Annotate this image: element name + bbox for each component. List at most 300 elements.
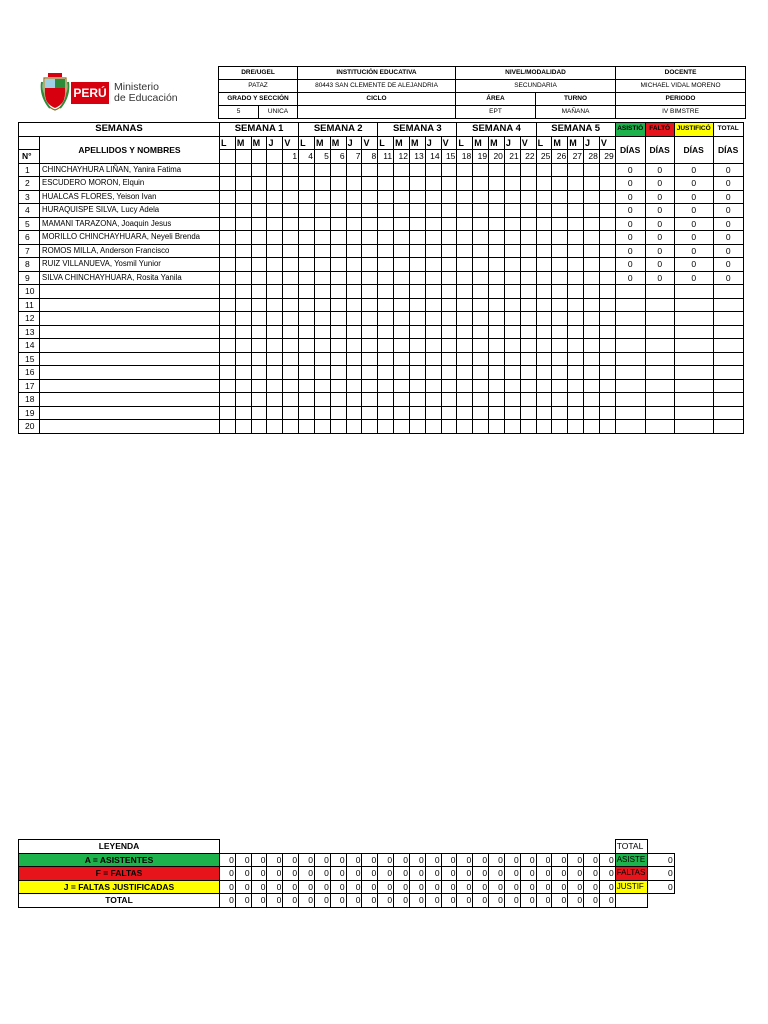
attendance-cell[interactable] xyxy=(441,163,457,177)
attendance-cell[interactable] xyxy=(584,258,600,272)
attendance-cell[interactable] xyxy=(409,352,425,366)
attendance-cell[interactable] xyxy=(520,379,536,393)
attendance-cell[interactable] xyxy=(314,352,330,366)
attendance-cell[interactable] xyxy=(362,352,378,366)
attendance-cell[interactable] xyxy=(584,312,600,326)
attendance-cell[interactable] xyxy=(235,177,251,191)
attendance-cell[interactable] xyxy=(330,325,346,339)
attendance-cell[interactable] xyxy=(536,217,552,231)
attendance-cell[interactable] xyxy=(599,406,615,420)
attendance-cell[interactable] xyxy=(599,244,615,258)
attendance-cell[interactable] xyxy=(394,312,410,326)
attendance-cell[interactable] xyxy=(441,379,457,393)
attendance-cell[interactable] xyxy=(584,379,600,393)
attendance-cell[interactable] xyxy=(251,325,267,339)
attendance-cell[interactable] xyxy=(314,366,330,380)
attendance-cell[interactable] xyxy=(441,258,457,272)
attendance-cell[interactable] xyxy=(520,312,536,326)
attendance-cell[interactable] xyxy=(568,379,584,393)
attendance-cell[interactable] xyxy=(346,258,362,272)
attendance-cell[interactable] xyxy=(251,258,267,272)
attendance-cell[interactable] xyxy=(599,204,615,218)
attendance-cell[interactable] xyxy=(409,298,425,312)
attendance-cell[interactable] xyxy=(489,393,505,407)
attendance-cell[interactable] xyxy=(283,244,299,258)
attendance-cell[interactable] xyxy=(457,231,473,245)
attendance-cell[interactable] xyxy=(378,366,394,380)
attendance-cell[interactable] xyxy=(267,177,283,191)
attendance-cell[interactable] xyxy=(251,393,267,407)
attendance-cell[interactable] xyxy=(536,163,552,177)
attendance-cell[interactable] xyxy=(584,163,600,177)
attendance-cell[interactable] xyxy=(504,406,520,420)
attendance-cell[interactable] xyxy=(378,285,394,299)
attendance-cell[interactable] xyxy=(267,298,283,312)
attendance-cell[interactable] xyxy=(267,231,283,245)
attendance-cell[interactable] xyxy=(362,393,378,407)
attendance-cell[interactable] xyxy=(552,325,568,339)
attendance-cell[interactable] xyxy=(599,393,615,407)
attendance-cell[interactable] xyxy=(394,298,410,312)
attendance-cell[interactable] xyxy=(283,339,299,353)
attendance-cell[interactable] xyxy=(568,420,584,434)
attendance-cell[interactable] xyxy=(283,285,299,299)
attendance-cell[interactable] xyxy=(346,190,362,204)
attendance-cell[interactable] xyxy=(504,366,520,380)
attendance-cell[interactable] xyxy=(251,366,267,380)
attendance-cell[interactable] xyxy=(378,258,394,272)
attendance-cell[interactable] xyxy=(552,231,568,245)
attendance-cell[interactable] xyxy=(552,244,568,258)
attendance-cell[interactable] xyxy=(235,325,251,339)
attendance-cell[interactable] xyxy=(552,366,568,380)
attendance-cell[interactable] xyxy=(584,366,600,380)
attendance-cell[interactable] xyxy=(425,285,441,299)
attendance-cell[interactable] xyxy=(584,339,600,353)
attendance-cell[interactable] xyxy=(346,339,362,353)
attendance-cell[interactable] xyxy=(504,231,520,245)
attendance-cell[interactable] xyxy=(378,204,394,218)
attendance-cell[interactable] xyxy=(299,285,315,299)
attendance-cell[interactable] xyxy=(314,420,330,434)
attendance-cell[interactable] xyxy=(409,393,425,407)
attendance-cell[interactable] xyxy=(314,244,330,258)
attendance-cell[interactable] xyxy=(220,379,236,393)
attendance-cell[interactable] xyxy=(473,379,489,393)
attendance-cell[interactable] xyxy=(394,244,410,258)
attendance-cell[interactable] xyxy=(220,163,236,177)
attendance-cell[interactable] xyxy=(251,312,267,326)
attendance-cell[interactable] xyxy=(378,420,394,434)
attendance-cell[interactable] xyxy=(394,325,410,339)
attendance-cell[interactable] xyxy=(299,231,315,245)
attendance-cell[interactable] xyxy=(520,271,536,285)
attendance-cell[interactable] xyxy=(362,420,378,434)
attendance-cell[interactable] xyxy=(568,204,584,218)
attendance-cell[interactable] xyxy=(346,244,362,258)
attendance-cell[interactable] xyxy=(552,204,568,218)
attendance-cell[interactable] xyxy=(568,177,584,191)
attendance-cell[interactable] xyxy=(441,190,457,204)
attendance-cell[interactable] xyxy=(235,163,251,177)
attendance-cell[interactable] xyxy=(220,271,236,285)
attendance-cell[interactable] xyxy=(362,285,378,299)
attendance-cell[interactable] xyxy=(283,366,299,380)
attendance-cell[interactable] xyxy=(251,298,267,312)
attendance-cell[interactable] xyxy=(409,217,425,231)
attendance-cell[interactable] xyxy=(346,406,362,420)
attendance-cell[interactable] xyxy=(330,204,346,218)
attendance-cell[interactable] xyxy=(473,366,489,380)
attendance-cell[interactable] xyxy=(425,312,441,326)
attendance-cell[interactable] xyxy=(441,339,457,353)
attendance-cell[interactable] xyxy=(599,312,615,326)
attendance-cell[interactable] xyxy=(251,285,267,299)
attendance-cell[interactable] xyxy=(346,298,362,312)
attendance-cell[interactable] xyxy=(267,271,283,285)
attendance-cell[interactable] xyxy=(409,258,425,272)
attendance-cell[interactable] xyxy=(283,231,299,245)
attendance-cell[interactable] xyxy=(251,217,267,231)
attendance-cell[interactable] xyxy=(394,406,410,420)
attendance-cell[interactable] xyxy=(283,298,299,312)
attendance-cell[interactable] xyxy=(568,325,584,339)
attendance-cell[interactable] xyxy=(283,163,299,177)
attendance-cell[interactable] xyxy=(362,258,378,272)
attendance-cell[interactable] xyxy=(330,379,346,393)
attendance-cell[interactable] xyxy=(599,190,615,204)
attendance-cell[interactable] xyxy=(235,406,251,420)
attendance-cell[interactable] xyxy=(346,231,362,245)
attendance-cell[interactable] xyxy=(441,352,457,366)
attendance-cell[interactable] xyxy=(425,379,441,393)
attendance-cell[interactable] xyxy=(251,339,267,353)
attendance-cell[interactable] xyxy=(299,339,315,353)
attendance-cell[interactable] xyxy=(220,244,236,258)
attendance-cell[interactable] xyxy=(267,420,283,434)
attendance-cell[interactable] xyxy=(568,217,584,231)
attendance-cell[interactable] xyxy=(362,325,378,339)
attendance-cell[interactable] xyxy=(251,204,267,218)
attendance-cell[interactable] xyxy=(504,244,520,258)
attendance-cell[interactable] xyxy=(220,393,236,407)
attendance-cell[interactable] xyxy=(235,244,251,258)
attendance-cell[interactable] xyxy=(441,231,457,245)
attendance-cell[interactable] xyxy=(457,406,473,420)
attendance-cell[interactable] xyxy=(299,163,315,177)
attendance-cell[interactable] xyxy=(520,190,536,204)
attendance-cell[interactable] xyxy=(457,285,473,299)
attendance-cell[interactable] xyxy=(457,244,473,258)
attendance-cell[interactable] xyxy=(346,379,362,393)
attendance-cell[interactable] xyxy=(267,217,283,231)
attendance-cell[interactable] xyxy=(378,177,394,191)
attendance-cell[interactable] xyxy=(473,244,489,258)
attendance-cell[interactable] xyxy=(520,231,536,245)
attendance-cell[interactable] xyxy=(409,204,425,218)
attendance-cell[interactable] xyxy=(394,231,410,245)
attendance-cell[interactable] xyxy=(568,271,584,285)
attendance-cell[interactable] xyxy=(425,204,441,218)
attendance-cell[interactable] xyxy=(220,366,236,380)
attendance-cell[interactable] xyxy=(362,379,378,393)
attendance-cell[interactable] xyxy=(489,258,505,272)
attendance-cell[interactable] xyxy=(330,366,346,380)
attendance-cell[interactable] xyxy=(489,190,505,204)
attendance-cell[interactable] xyxy=(584,271,600,285)
attendance-cell[interactable] xyxy=(283,217,299,231)
attendance-cell[interactable] xyxy=(473,258,489,272)
attendance-cell[interactable] xyxy=(520,217,536,231)
attendance-cell[interactable] xyxy=(441,393,457,407)
attendance-cell[interactable] xyxy=(346,393,362,407)
attendance-cell[interactable] xyxy=(346,271,362,285)
attendance-cell[interactable] xyxy=(457,258,473,272)
attendance-cell[interactable] xyxy=(489,298,505,312)
attendance-cell[interactable] xyxy=(568,406,584,420)
attendance-cell[interactable] xyxy=(489,285,505,299)
attendance-cell[interactable] xyxy=(220,204,236,218)
attendance-cell[interactable] xyxy=(362,204,378,218)
attendance-cell[interactable] xyxy=(267,325,283,339)
attendance-cell[interactable] xyxy=(220,217,236,231)
attendance-cell[interactable] xyxy=(504,163,520,177)
attendance-cell[interactable] xyxy=(235,258,251,272)
attendance-cell[interactable] xyxy=(552,352,568,366)
attendance-cell[interactable] xyxy=(536,406,552,420)
attendance-cell[interactable] xyxy=(235,352,251,366)
attendance-cell[interactable] xyxy=(362,190,378,204)
attendance-cell[interactable] xyxy=(568,285,584,299)
attendance-cell[interactable] xyxy=(378,231,394,245)
attendance-cell[interactable] xyxy=(394,217,410,231)
attendance-cell[interactable] xyxy=(473,204,489,218)
attendance-cell[interactable] xyxy=(552,339,568,353)
attendance-cell[interactable] xyxy=(362,312,378,326)
attendance-cell[interactable] xyxy=(489,352,505,366)
attendance-cell[interactable] xyxy=(314,379,330,393)
attendance-cell[interactable] xyxy=(267,285,283,299)
attendance-cell[interactable] xyxy=(378,271,394,285)
attendance-cell[interactable] xyxy=(520,204,536,218)
attendance-cell[interactable] xyxy=(283,379,299,393)
attendance-cell[interactable] xyxy=(568,190,584,204)
attendance-cell[interactable] xyxy=(346,352,362,366)
attendance-cell[interactable] xyxy=(283,177,299,191)
attendance-cell[interactable] xyxy=(425,271,441,285)
attendance-cell[interactable] xyxy=(536,258,552,272)
attendance-cell[interactable] xyxy=(425,217,441,231)
attendance-cell[interactable] xyxy=(394,285,410,299)
attendance-cell[interactable] xyxy=(394,204,410,218)
attendance-cell[interactable] xyxy=(552,406,568,420)
attendance-cell[interactable] xyxy=(473,393,489,407)
attendance-cell[interactable] xyxy=(235,204,251,218)
attendance-cell[interactable] xyxy=(378,379,394,393)
attendance-cell[interactable] xyxy=(425,393,441,407)
attendance-cell[interactable] xyxy=(457,312,473,326)
attendance-cell[interactable] xyxy=(394,339,410,353)
attendance-cell[interactable] xyxy=(330,271,346,285)
attendance-cell[interactable] xyxy=(568,366,584,380)
attendance-cell[interactable] xyxy=(251,231,267,245)
attendance-cell[interactable] xyxy=(504,285,520,299)
attendance-cell[interactable] xyxy=(552,379,568,393)
attendance-cell[interactable] xyxy=(251,244,267,258)
attendance-cell[interactable] xyxy=(235,231,251,245)
attendance-cell[interactable] xyxy=(314,258,330,272)
attendance-cell[interactable] xyxy=(536,271,552,285)
attendance-cell[interactable] xyxy=(584,190,600,204)
attendance-cell[interactable] xyxy=(220,231,236,245)
attendance-cell[interactable] xyxy=(536,204,552,218)
attendance-cell[interactable] xyxy=(489,177,505,191)
attendance-cell[interactable] xyxy=(599,271,615,285)
attendance-cell[interactable] xyxy=(536,190,552,204)
attendance-cell[interactable] xyxy=(220,312,236,326)
attendance-cell[interactable] xyxy=(346,325,362,339)
attendance-cell[interactable] xyxy=(299,244,315,258)
attendance-cell[interactable] xyxy=(425,163,441,177)
attendance-cell[interactable] xyxy=(552,420,568,434)
attendance-cell[interactable] xyxy=(473,271,489,285)
attendance-cell[interactable] xyxy=(362,366,378,380)
attendance-cell[interactable] xyxy=(314,298,330,312)
attendance-cell[interactable] xyxy=(441,244,457,258)
attendance-cell[interactable] xyxy=(536,352,552,366)
attendance-cell[interactable] xyxy=(330,420,346,434)
attendance-cell[interactable] xyxy=(267,393,283,407)
attendance-cell[interactable] xyxy=(504,420,520,434)
attendance-cell[interactable] xyxy=(409,190,425,204)
attendance-cell[interactable] xyxy=(314,190,330,204)
attendance-cell[interactable] xyxy=(504,258,520,272)
attendance-cell[interactable] xyxy=(378,217,394,231)
attendance-cell[interactable] xyxy=(409,406,425,420)
attendance-cell[interactable] xyxy=(251,379,267,393)
attendance-cell[interactable] xyxy=(441,271,457,285)
attendance-cell[interactable] xyxy=(504,217,520,231)
attendance-cell[interactable] xyxy=(584,420,600,434)
attendance-cell[interactable] xyxy=(473,190,489,204)
attendance-cell[interactable] xyxy=(425,177,441,191)
attendance-cell[interactable] xyxy=(267,204,283,218)
attendance-cell[interactable] xyxy=(330,190,346,204)
attendance-cell[interactable] xyxy=(330,393,346,407)
attendance-cell[interactable] xyxy=(220,285,236,299)
attendance-cell[interactable] xyxy=(599,217,615,231)
attendance-cell[interactable] xyxy=(489,217,505,231)
attendance-cell[interactable] xyxy=(584,177,600,191)
attendance-cell[interactable] xyxy=(378,339,394,353)
attendance-cell[interactable] xyxy=(504,379,520,393)
attendance-cell[interactable] xyxy=(425,366,441,380)
attendance-cell[interactable] xyxy=(267,366,283,380)
attendance-cell[interactable] xyxy=(425,339,441,353)
attendance-cell[interactable] xyxy=(584,325,600,339)
attendance-cell[interactable] xyxy=(599,231,615,245)
attendance-cell[interactable] xyxy=(267,379,283,393)
attendance-cell[interactable] xyxy=(504,271,520,285)
attendance-cell[interactable] xyxy=(568,231,584,245)
attendance-cell[interactable] xyxy=(235,379,251,393)
attendance-cell[interactable] xyxy=(220,177,236,191)
attendance-cell[interactable] xyxy=(267,312,283,326)
attendance-cell[interactable] xyxy=(441,406,457,420)
attendance-cell[interactable] xyxy=(409,231,425,245)
attendance-cell[interactable] xyxy=(251,271,267,285)
attendance-cell[interactable] xyxy=(489,204,505,218)
attendance-cell[interactable] xyxy=(220,406,236,420)
attendance-cell[interactable] xyxy=(536,325,552,339)
attendance-cell[interactable] xyxy=(489,420,505,434)
attendance-cell[interactable] xyxy=(457,271,473,285)
attendance-cell[interactable] xyxy=(346,177,362,191)
attendance-cell[interactable] xyxy=(299,298,315,312)
attendance-cell[interactable] xyxy=(394,352,410,366)
attendance-cell[interactable] xyxy=(457,325,473,339)
attendance-cell[interactable] xyxy=(489,366,505,380)
attendance-cell[interactable] xyxy=(299,258,315,272)
attendance-cell[interactable] xyxy=(314,231,330,245)
attendance-cell[interactable] xyxy=(457,190,473,204)
attendance-cell[interactable] xyxy=(489,244,505,258)
attendance-cell[interactable] xyxy=(552,271,568,285)
attendance-cell[interactable] xyxy=(504,352,520,366)
attendance-cell[interactable] xyxy=(504,339,520,353)
attendance-cell[interactable] xyxy=(599,379,615,393)
attendance-cell[interactable] xyxy=(425,231,441,245)
attendance-cell[interactable] xyxy=(457,177,473,191)
attendance-cell[interactable] xyxy=(599,298,615,312)
attendance-cell[interactable] xyxy=(584,244,600,258)
attendance-cell[interactable] xyxy=(457,298,473,312)
attendance-cell[interactable] xyxy=(346,204,362,218)
attendance-cell[interactable] xyxy=(536,298,552,312)
attendance-cell[interactable] xyxy=(504,298,520,312)
attendance-cell[interactable] xyxy=(330,352,346,366)
attendance-cell[interactable] xyxy=(314,217,330,231)
attendance-cell[interactable] xyxy=(299,217,315,231)
attendance-cell[interactable] xyxy=(473,177,489,191)
attendance-cell[interactable] xyxy=(314,163,330,177)
attendance-cell[interactable] xyxy=(599,366,615,380)
attendance-cell[interactable] xyxy=(425,420,441,434)
attendance-cell[interactable] xyxy=(536,177,552,191)
attendance-cell[interactable] xyxy=(568,244,584,258)
attendance-cell[interactable] xyxy=(441,285,457,299)
attendance-cell[interactable] xyxy=(362,163,378,177)
attendance-cell[interactable] xyxy=(520,285,536,299)
attendance-cell[interactable] xyxy=(378,298,394,312)
attendance-cell[interactable] xyxy=(220,325,236,339)
attendance-cell[interactable] xyxy=(251,420,267,434)
attendance-cell[interactable] xyxy=(584,217,600,231)
attendance-cell[interactable] xyxy=(599,339,615,353)
attendance-cell[interactable] xyxy=(489,271,505,285)
attendance-cell[interactable] xyxy=(536,366,552,380)
attendance-cell[interactable] xyxy=(489,163,505,177)
attendance-cell[interactable] xyxy=(235,271,251,285)
attendance-cell[interactable] xyxy=(568,298,584,312)
attendance-cell[interactable] xyxy=(552,217,568,231)
attendance-cell[interactable] xyxy=(251,190,267,204)
attendance-cell[interactable] xyxy=(457,366,473,380)
attendance-cell[interactable] xyxy=(489,325,505,339)
attendance-cell[interactable] xyxy=(584,285,600,299)
attendance-cell[interactable] xyxy=(330,406,346,420)
attendance-cell[interactable] xyxy=(346,285,362,299)
